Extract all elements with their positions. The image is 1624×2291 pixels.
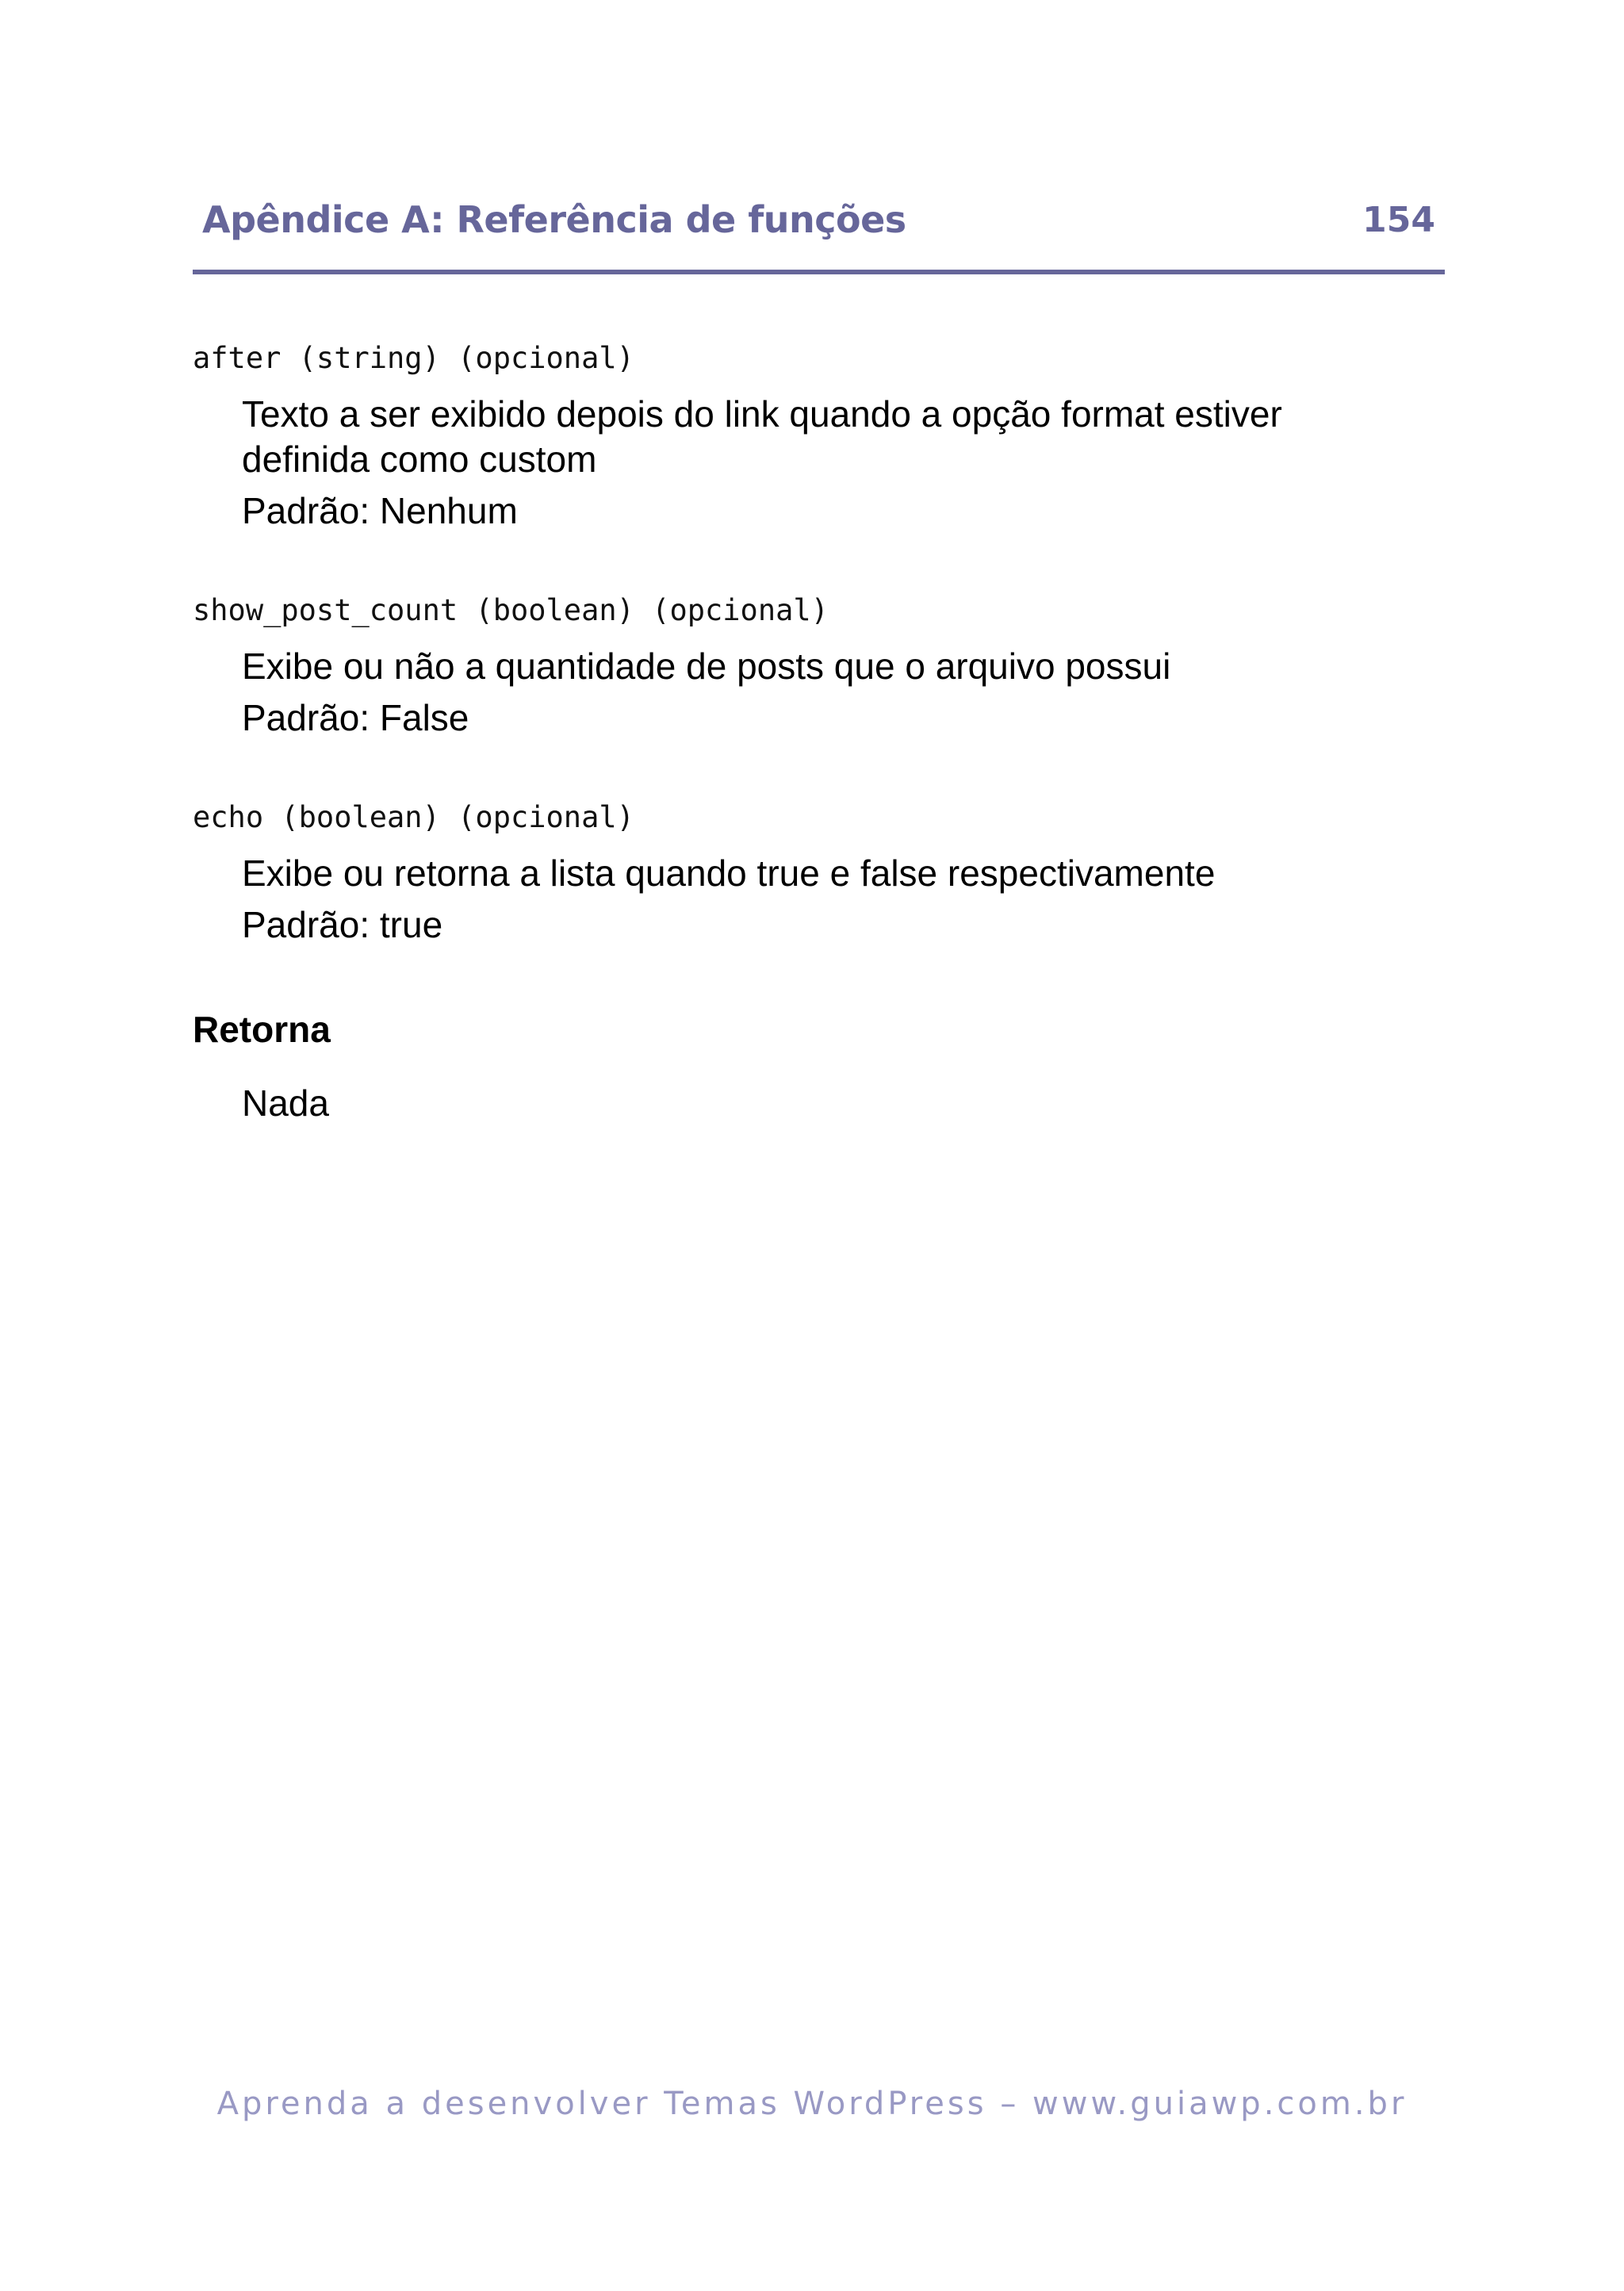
page-title: Apêndice A: Referência de funções: [202, 198, 906, 241]
header-divider: [193, 270, 1445, 274]
param-description: Exibe ou retorna a lista quando true e false respectivamente: [242, 852, 1216, 894]
page-footer: Aprenda a desenvolver Temas WordPress – www.guiawp.com.br: [216, 2086, 1408, 2122]
param-default: Padrão: true: [242, 904, 443, 945]
returns-heading: Retorna: [193, 1009, 331, 1050]
param-default: Padrão: Nenhum: [242, 490, 518, 531]
param-signature: show_post_count (boolean) (opcional): [193, 593, 829, 627]
returns-value: Nada: [242, 1082, 329, 1124]
page-number: 154: [1362, 200, 1435, 240]
param-default: Padrão: False: [242, 697, 469, 738]
param-description: Exibe ou não a quantidade de posts que o arquivo possui: [242, 646, 1171, 687]
param-description-continued: definida como custom: [242, 439, 597, 480]
param-signature: echo (boolean) (opcional): [193, 800, 634, 834]
param-signature: after (string) (opcional): [193, 341, 634, 375]
param-description: Texto a ser exibido depois do link quando a opção format estiver: [242, 393, 1282, 435]
